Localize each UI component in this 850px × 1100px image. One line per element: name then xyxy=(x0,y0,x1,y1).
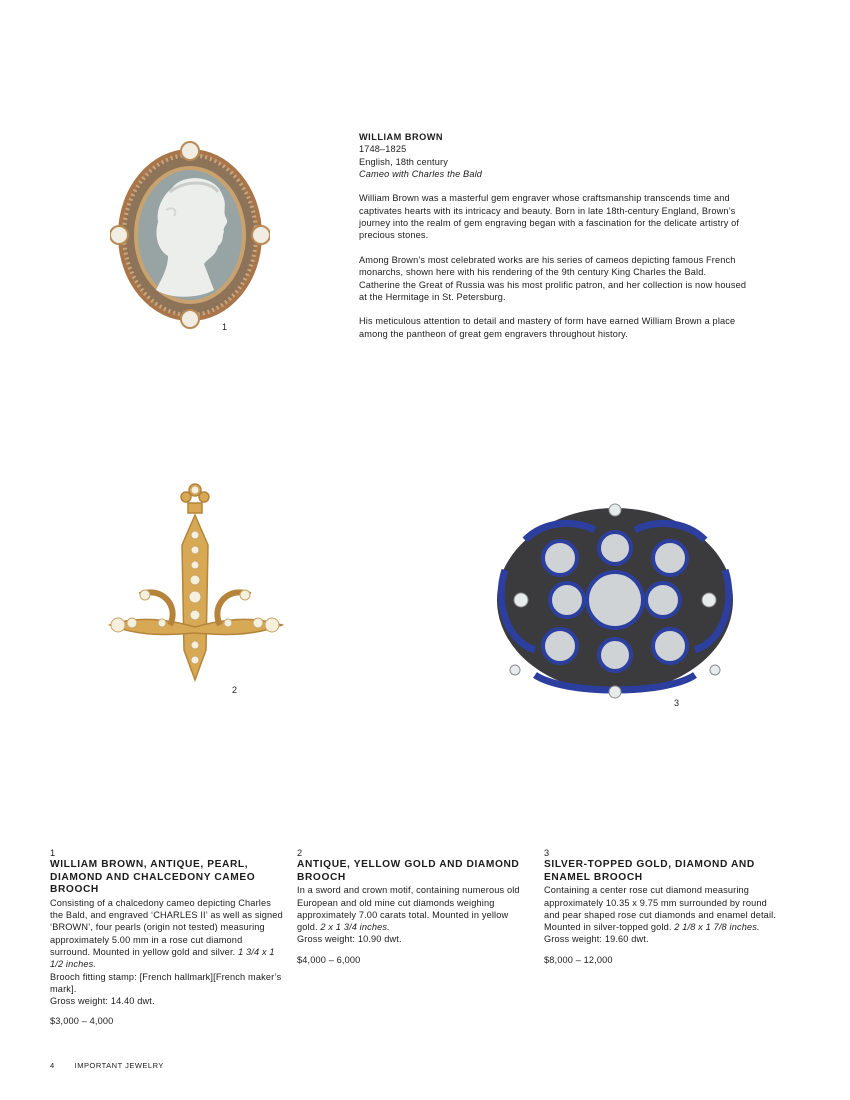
lot-estimate: $3,000 – 4,000 xyxy=(50,1016,114,1027)
artist-dates: 1748–1825 xyxy=(359,144,407,155)
lot-dimensions: 2 1/8 x 1 7/8 inches. xyxy=(674,922,760,933)
lot-title: SILVER-TOPPED GOLD, DIAMOND AND ENAMEL BROOCH xyxy=(544,859,755,883)
enamel-diamond-brooch-image xyxy=(485,500,745,700)
artist-intro xyxy=(359,131,749,340)
lot-weight: Gross weight: 19.60 dwt. xyxy=(544,934,649,945)
lot-description xyxy=(297,884,522,933)
lot-weight: Gross weight: 14.40 dwt. xyxy=(50,996,155,1007)
lot-stamp: Brooch fitting stamp: [French hallmark][French maker’s mark]. xyxy=(50,971,282,994)
lot-description-text: Containing a center rose cut diamond measuring approximately 10.35 x 9.75 mm surrounded by round and pear shaped rose cut diamonds and enamel detail. Mounted in silver-topped gold. xyxy=(544,885,777,933)
lot-description xyxy=(50,897,285,971)
gold-sword-brooch-image xyxy=(100,475,290,695)
intro-paragraph: Among Brown’s most celebrated works are his series of cameos depicting famous French monarchs, shown here with his rendering of the 9th century King Charles the Bald. Catherine the Great of Russia was his most prolific patron, and her collection is now housed at the Hermitage in St. Petersburg. xyxy=(359,254,747,302)
intro-paragraph: William Brown was a masterful gem engraver whose craftsmanship transcends time and captivates hearts with its intricacy and beauty. Born in late 18th-century England, Brown’s journey into the realm of gem engraving began with a fascination for the delicate artistry of precious stones. xyxy=(359,193,740,241)
lot-weight: Gross weight: 10.90 dwt. xyxy=(297,934,402,945)
lot-1 xyxy=(50,847,285,1028)
work-title: Cameo with Charles the Bald xyxy=(359,168,483,179)
lot-3 xyxy=(544,847,782,966)
lot-estimate: $4,000 – 6,000 xyxy=(297,954,361,965)
lot-number: 3 xyxy=(544,848,550,858)
page-footer xyxy=(50,1061,164,1070)
lot-number: 1 xyxy=(50,848,56,858)
section-title: IMPORTANT JEWELRY xyxy=(74,1061,164,1070)
intro-paragraph: His meticulous attention to detail and mastery of form have earned William Brown a place among the pantheon of great gem engravers throughout history. xyxy=(359,316,736,339)
artist-name: WILLIAM BROWN xyxy=(359,132,444,142)
lot-description xyxy=(544,884,782,933)
lot-dimensions: 2 x 1 3/4 inches. xyxy=(320,922,390,933)
lot-title: WILLIAM BROWN, ANTIQUE, PEARL, DIAMOND AND CHALCEDONY CAMEO BROOCH xyxy=(50,859,256,896)
figure-1-label: 1 xyxy=(222,322,228,332)
lot-description-text: Consisting of a chalcedony cameo depicting Charles the Bald, and engraved ‘CHARLES II’ as well as signed ‘BROWN’, four pearls (origin not tested) measuring approximately 5.00 mm in a rose cut diamond surround. Mounted in yellow gold and silver. xyxy=(50,897,283,957)
page-number: 4 xyxy=(50,1061,55,1070)
lot-title: ANTIQUE, YELLOW GOLD AND DIAMOND BROOCH xyxy=(297,859,520,883)
lot-dimensions: 1 3/4 x 1 1/2 inches. xyxy=(50,946,275,970)
lot-number: 2 xyxy=(297,848,303,858)
lot-estimate: $8,000 – 12,000 xyxy=(544,954,613,965)
figure-3-label: 3 xyxy=(674,698,680,708)
figure-2-label: 2 xyxy=(232,685,238,695)
lot-2 xyxy=(297,847,522,966)
cameo-brooch-image xyxy=(110,140,270,330)
artist-nationality: English, 18th century xyxy=(359,156,448,167)
lot-description-text: In a sword and crown motif, containing numerous old European and old mine cut diamonds weighing approximately 7.00 carats total. Mounted in yellow gold. xyxy=(297,885,520,933)
